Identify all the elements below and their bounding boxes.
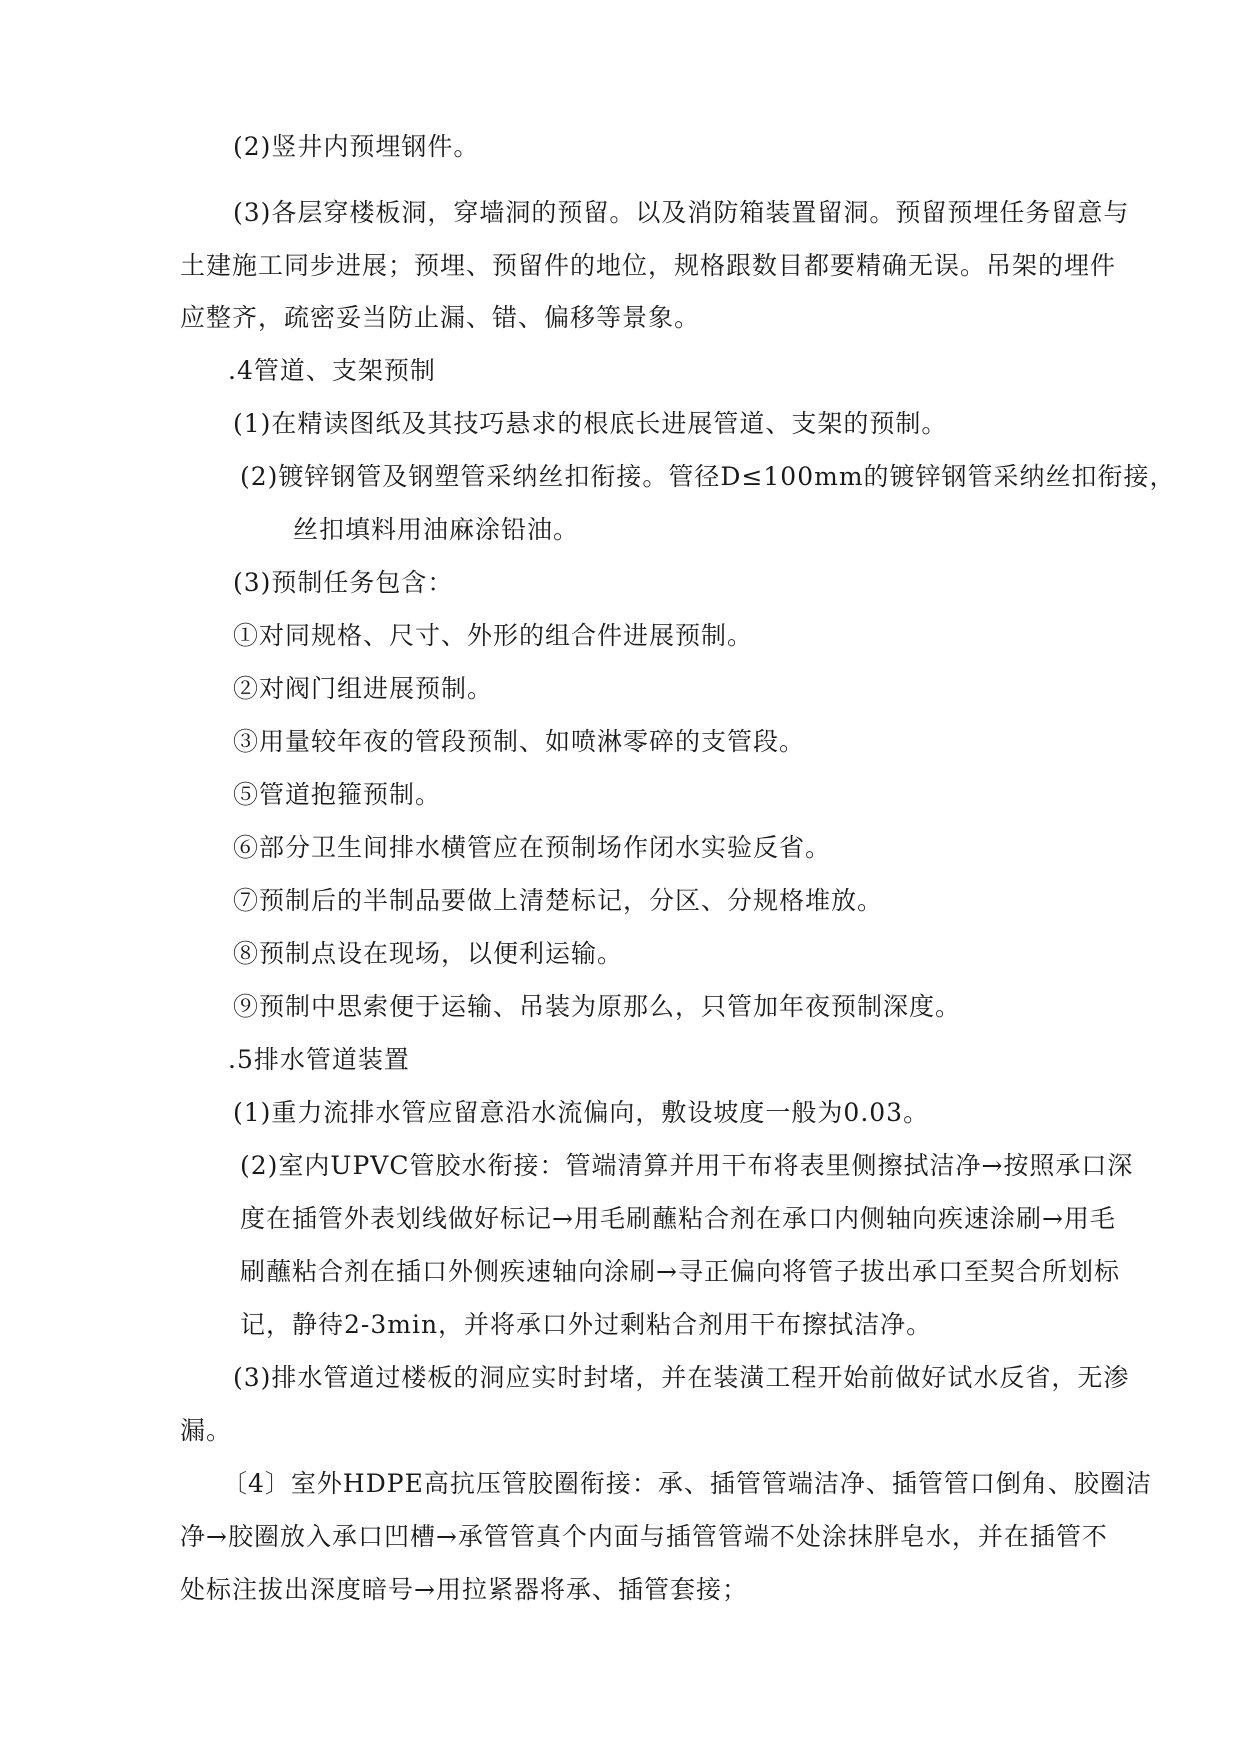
text-line: (3)排水管道过楼板的洞应实时封堵，并在装潢工程开始前做好试水反省，无渗 <box>233 1363 1130 1392</box>
text-line: (3)预制任务包含： <box>233 568 454 597</box>
list-item: ③用量较年夜的管段预制、如喷淋零碎的支管段。 <box>233 727 806 756</box>
list-item: ⑧预制点设在现场，以便利运输。 <box>233 939 624 968</box>
list-item: ⑦预制后的半制品要做上清楚标记，分区、分规格堆放。 <box>233 886 884 915</box>
text-line: 漏。 <box>180 1416 233 1445</box>
section-heading: .5排水管道装置 <box>228 1045 410 1074</box>
list-item: ②对阀门组进展预制。 <box>233 674 494 703</box>
text-line: 记，静待2-3min，并将承口外过剩粘合剂用干布擦拭洁净。 <box>240 1310 933 1339</box>
text-line: (2)竖井内预埋钢件。 <box>233 132 480 161</box>
text-line: 土建施工同步进展；预埋、预留件的地位，规格跟数目都要精确无误。吊架的埋件 <box>180 251 1117 280</box>
text-line: 刷蘸粘合剂在插口外侧疾速轴向涂刷→寻正偏向将管子拔出承口至契合所划标 <box>240 1257 1120 1286</box>
text-line: 〔4〕室外HDPE高抗压管胶圈衔接：承、插管管端洁净、插管管口倒角、胶圈洁 <box>222 1469 1152 1498</box>
list-item: ①对同规格、尺寸、外形的组合件进展预制。 <box>233 621 754 650</box>
list-item: ⑤管道抱箍预制。 <box>233 780 442 809</box>
section-heading: .4管道、支架预制 <box>228 356 436 385</box>
text-line: (2)镀锌钢管及钢塑管采纳丝扣衔接。管径D≤100mm的镀锌钢管采纳丝扣衔接， <box>240 462 1176 491</box>
list-item: ⑥部分卫生间排水横管应在预制场作闭水实验反省。 <box>233 833 832 862</box>
text-line: 净→胶圈放入承口凹槽→承管管真个内面与插管管端不处涂抹胖皂水，并在插管不 <box>180 1522 1108 1551</box>
text-line: (1)重力流排水管应留意沿水流偏向，敷设坡度一般为0.03。 <box>233 1098 930 1127</box>
text-line: 应整齐，疏密妥当防止漏、错、偏移等景象。 <box>180 303 701 332</box>
list-item: ⑨预制中思索便于运输、吊装为原那么，只管加年夜预制深度。 <box>233 992 962 1021</box>
text-line: 丝扣填料用油麻涂铅油。 <box>293 515 580 544</box>
text-line: (3)各层穿楼板洞，穿墙洞的预留。以及消防箱装置留洞。预留预埋任务留意与 <box>233 198 1130 227</box>
text-line: 度在插管外表划线做好标记→用毛刷蘸粘合剂在承口内侧轴向疾速涂刷→用毛 <box>240 1204 1116 1233</box>
text-line: 处标注拔出深度暗号→用拉紧器将承、插管套接； <box>180 1575 748 1604</box>
text-line: (2)室内UPVC管胶水衔接：管端清算并用干布将表里侧擦拭洁净→按照承口深 <box>240 1151 1134 1180</box>
text-line: (1)在精读图纸及其技巧悬求的根底长进展管道、支架的预制。 <box>233 409 948 438</box>
